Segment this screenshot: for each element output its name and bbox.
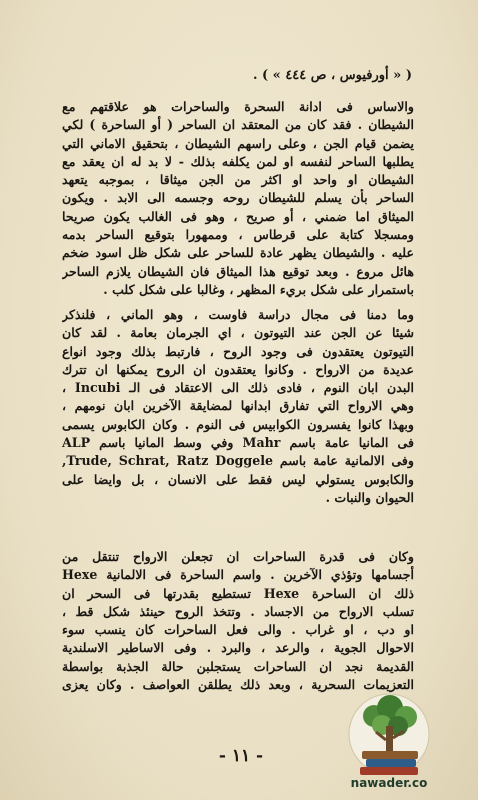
text-line: فى المانيا عامة باسم Mahr وفي وسط المانيا باسم ALP — [62, 435, 414, 451]
text-line: وكان فى قدرة الساحرات ان تجعلن الارواح تنتقل من — [62, 549, 414, 564]
text-line: الميثاق اما ضمني ، أو صريح ، وهو فى الغالب يكون صريحا — [62, 208, 414, 224]
text-line: شيئا عن الجن عند التيوتون ، اي الجرمان بعامة . لقد كان — [62, 325, 414, 341]
watermark-logo — [330, 688, 448, 798]
text-line: التيوتون يعتقدون فى وجود الروح ، فارتبط بذلك وجود انواع — [62, 343, 414, 359]
text-line: عديدة من الارواح . وكانوا يعتقدون ان الروح يمكنها ان تترك — [62, 361, 414, 377]
tree-books-icon — [330, 688, 448, 784]
paragraph-2 — [62, 306, 414, 507]
text-line: هائل مروع . وبعد توقيع هذا الميثاق فان الشيطان يلازم الساحر — [62, 263, 414, 279]
text-line: الاحوال الجوية ، والرعد ، والبرد . وفى الاساطير الاسلندية — [62, 640, 414, 656]
text-line: تسلب الارواح من الاجساد . وتتخذ الروح حينئذ شكل قط ، — [62, 603, 414, 619]
text-line: عليه . والشيطان يظهر عادة للساحر على شكل ظل اسود ضخم — [62, 245, 414, 261]
text-line: الساحر بأن يسلم للشيطان روحه وجسمه الى الابد . ويكون — [62, 190, 414, 206]
text-line: التعزيمات السحرية ، وبعد ذلك يطلقن العواصف . وكان يعزى — [62, 677, 414, 693]
text-line: وفى الالمانية عامة باسم Trude, Schrat, Ratz Doggele, — [62, 453, 414, 469]
text-line: الشيطان . فقد كان من المعتقد ان الساحر ( أو الساحرة ) لكي — [62, 117, 414, 133]
text-line: الشيطان او واحد او اكثر من الجن ميثاقا ، بموجبه يتعهد — [62, 172, 414, 188]
text-line: وما دمنا فى مجال دراسة فاوست ، وهو الماني ، فلنذكر — [62, 307, 414, 322]
paragraph-3 — [62, 548, 414, 694]
citation-reference: ( « أورفيوس ، ص ٤٤٤ » ) . — [252, 68, 412, 83]
text-line: البدن ابان النوم ، فادى ذلك الى الاعتقاد فى الـ Incubi ، — [62, 380, 414, 396]
text-line: القديمة نجد ان الساحرات يستجلبن حالة الجذبة بواسطة — [62, 658, 414, 674]
text-line: أجسامها وتؤذي الآخرين . واسم الساحرة فى الالمانية Hexe — [62, 567, 414, 583]
paragraph-1 — [62, 98, 414, 299]
text-line: والكابوس يستولي ليس فقط على الانسان ، بل وايضا على — [62, 471, 414, 487]
watermark-text: nawader.co — [350, 776, 428, 790]
page-number: - ١١ - — [218, 746, 264, 766]
text-line: يطلبها الساحر لنفسه او لمن يكلفه بذلك - لا بد له ان يعقد مع — [62, 153, 414, 169]
text-line: وبهذا كانوا يفسرون الكوابيس فى النوم . وكان الكابوس يسمى — [62, 416, 414, 432]
text-line: او دب ، او غراب . والى فعل الساحرات كان ينسب سوء — [62, 622, 414, 638]
text-line: وهي الارواح التي تفارق ابدانها لمضايقة الآخرين ابان نومهم ، — [62, 398, 414, 414]
text-line: الحيوان والنبات . — [325, 489, 414, 505]
text-line: والاساس فى ادانة السحرة والساحرات هو علاقتهم مع — [62, 99, 414, 114]
text-line: يضمن قيام الجن ، وعلى راسهم الشيطان ، بتحقيق الاماني التي — [62, 135, 414, 151]
text-line: ومسجلا كتابة على قرطاس ، وممهورا بتوقيع الساحر بدمه — [62, 227, 414, 243]
text-line: ذلك ان الساحرة Hexe تستطيع بقدرتها فى السحر ان — [62, 585, 414, 601]
text-line: باستمرار على شكل بريء المظهر ، وغالبا على شكل كلب . — [103, 281, 414, 297]
